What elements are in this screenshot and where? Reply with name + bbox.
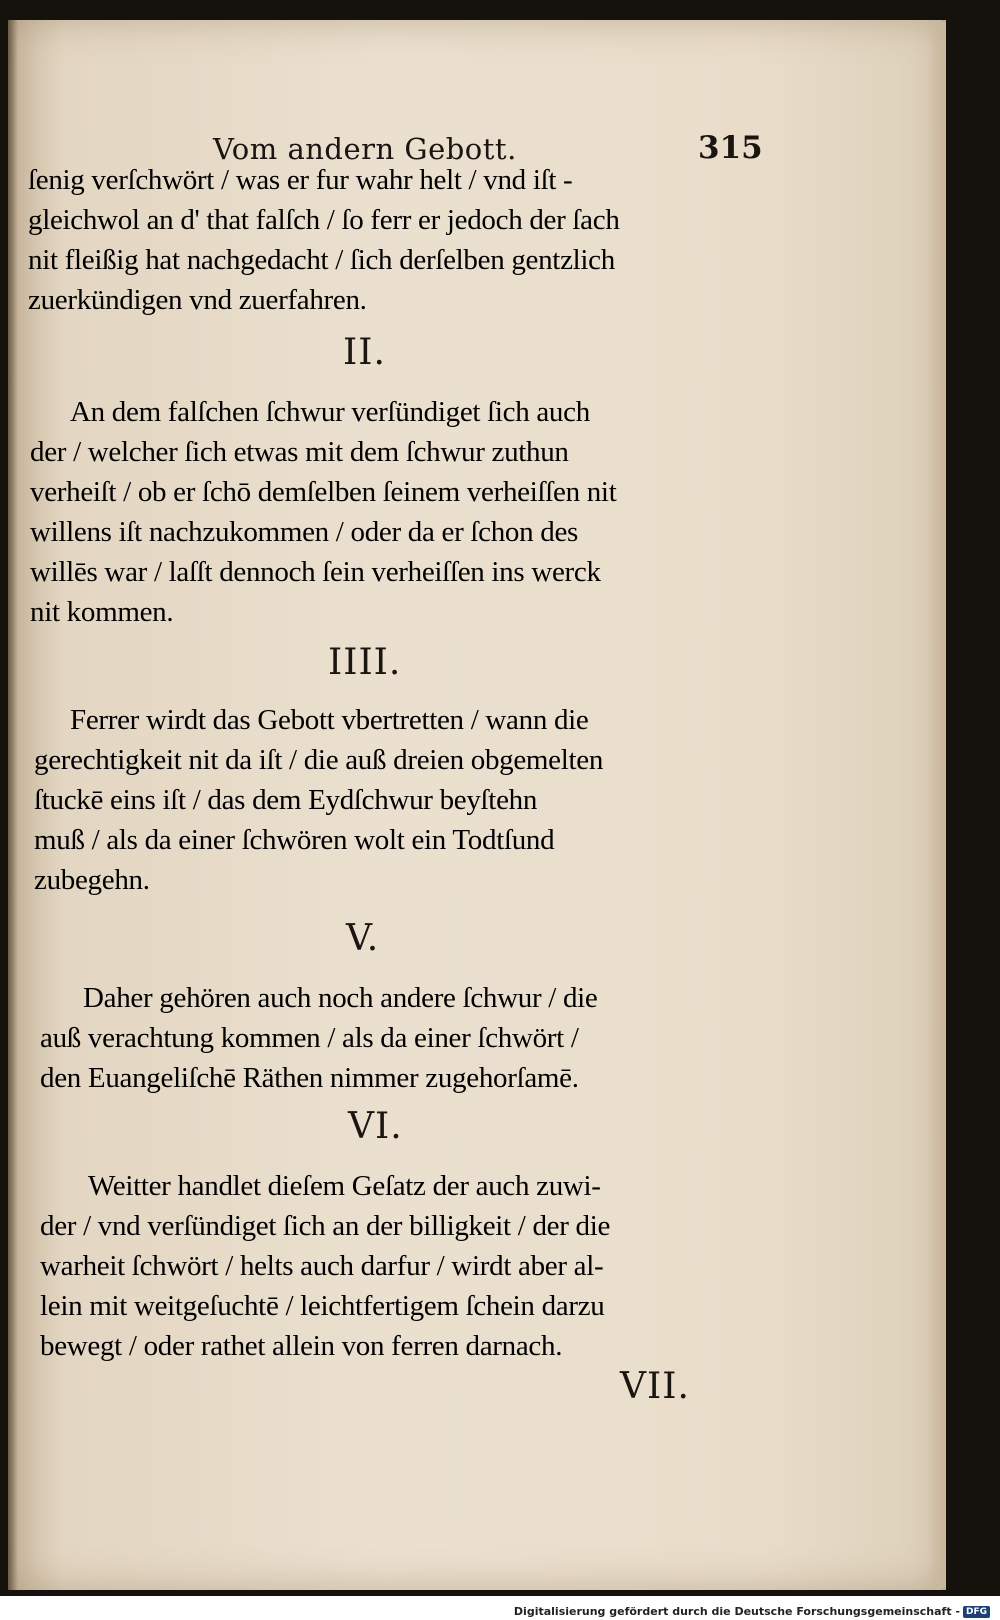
section-numeral: II.	[343, 332, 386, 373]
digitization-credit	[514, 1605, 990, 1618]
page-number: 315	[698, 130, 763, 166]
page-edge	[928, 20, 946, 1590]
text-line: willēs war / laſſt dennoch ſein verheiſſen ins werck	[30, 556, 601, 588]
text-line: muß / als da einer ſchwören wolt ein Todtſund	[34, 824, 555, 856]
text-line: zuerkündigen vnd zuerfahren.	[28, 284, 367, 316]
text-line: verheiſt / ob er ſchō demſelben ſeinem verheiſſen nit	[30, 476, 617, 508]
catchword: VII.	[620, 1366, 690, 1407]
text-line: gerechtigkeit nit da iſt / die auß dreien obgemelten	[34, 744, 604, 776]
text-line: zubegehn.	[34, 864, 150, 896]
text-line: lein mit weitgeſuchtē / leichtfertigem ſchein darzu	[40, 1290, 605, 1322]
text-line: warheit ſchwört / helts auch darfur / wirdt aber al-	[40, 1250, 604, 1282]
section-numeral: VI.	[348, 1106, 403, 1147]
dfg-logo: DFG	[963, 1606, 990, 1618]
text-line: Weitter handlet dieſem Geſatz der auch zuwi-	[88, 1170, 601, 1202]
section-numeral: IIII.	[328, 642, 402, 683]
section-numeral: V.	[346, 918, 380, 959]
text-line: der / vnd verſündiget ſich an der billigkeit / der die	[40, 1210, 611, 1242]
text-line: auß verachtung kommen / als da einer ſchwört /	[40, 1022, 579, 1054]
book-page	[8, 20, 946, 1590]
text-line: willens iſt nachzukommen / oder da er ſchon des	[30, 516, 579, 548]
page-gutter-shadow	[8, 20, 18, 1590]
text-line: ſtuckē eins iſt / das dem Eydſchwur beyſtehn	[34, 784, 538, 816]
text-line: nit fleißig hat nachgedacht / ſich derſelben gentzlich	[28, 244, 615, 276]
text-line: der / welcher ſich etwas mit dem ſchwur zuthun	[30, 436, 569, 468]
text-line: nit kommen.	[30, 596, 174, 628]
text-line: Ferrer wirdt das Gebott vbertretten / wann die	[70, 704, 589, 736]
text-line: bewegt / oder rathet allein von ferren darnach.	[40, 1330, 563, 1362]
text-line: gleichwol an d' that falſch / ſo ferr er jedoch der ſach	[28, 204, 620, 236]
text-line: An dem falſchen ſchwur verſündiget ſich auch	[70, 396, 590, 428]
text-line: ſenig verſchwört / was er fur wahr helt / vnd iſt -	[28, 164, 573, 196]
text-line: den Euangeliſchē Räthen nimmer zugehorſamē.	[40, 1062, 579, 1094]
text-line: Daher gehören auch noch andere ſchwur / die	[83, 982, 598, 1014]
running-title: Vom andern Gebott.	[213, 132, 517, 166]
credit-text: Digitalisierung gefördert durch die Deutsche Forschungsgemeinschaft -	[513, 1605, 960, 1618]
